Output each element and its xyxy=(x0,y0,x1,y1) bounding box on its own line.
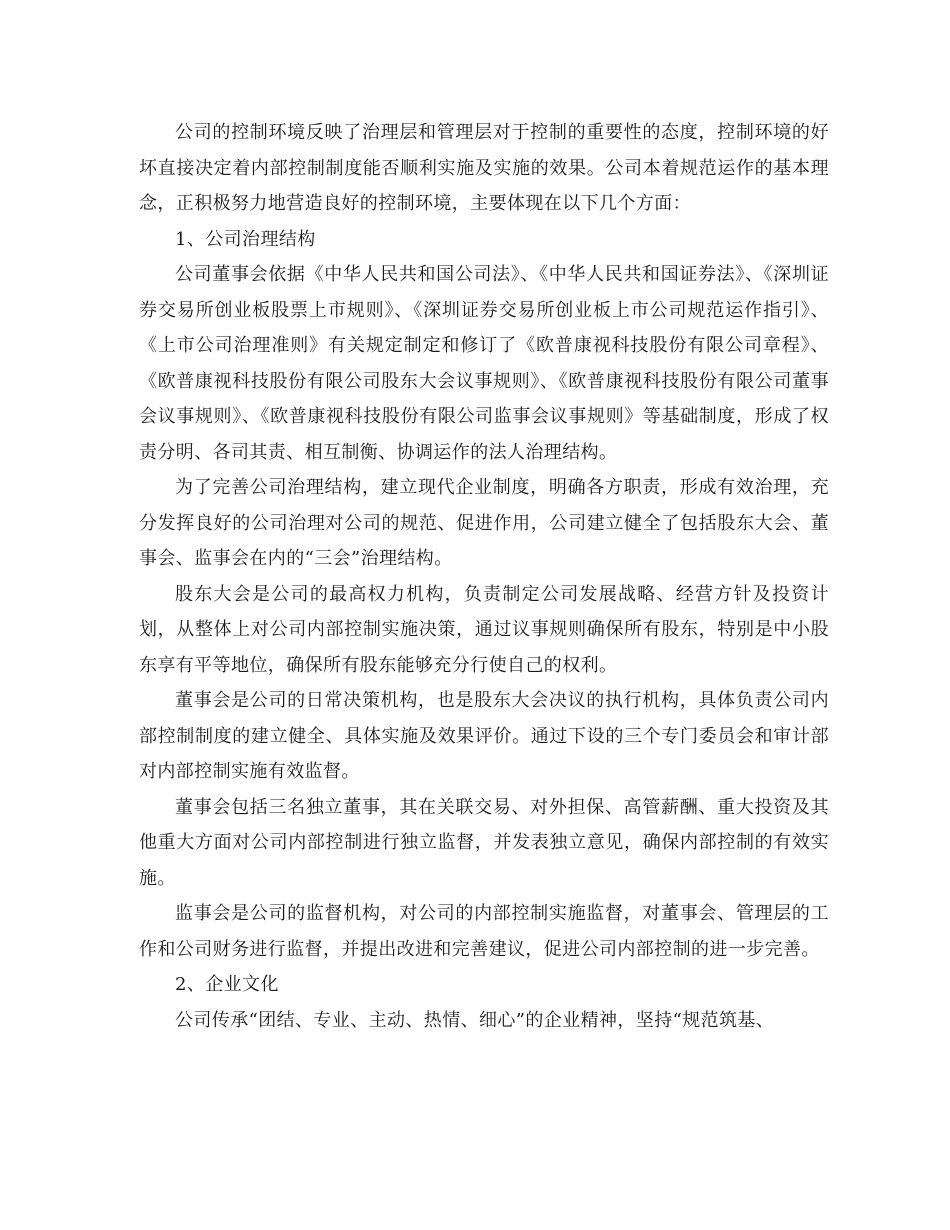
section-heading-governance: 1、公司治理结构 xyxy=(175,228,316,250)
section-heading-culture: 2、企业文化 xyxy=(175,974,279,995)
shareholders-meeting-paragraph: 股东大会是公司的最高权力机构，负责制定公司发展战略、经营方针及投资计划，从整体上对公司内部控制实施决策，通过议事规则确保所有股东，特别是中小股东享有平等地位，确保所有股东能够充分行使自己的权利。 xyxy=(139,583,829,676)
governance-rules-paragraph: 公司董事会依据《中华人民共和国公司法》、《中华人民共和国证券法》、《深圳证券交易所创业板股票上市规则》、《深圳证券交易所创业板上市公司规范运作指引》、《上市公司治理准则》有关规定制定和修订了《欧普康视科技股份有限公司章程》、《欧普康视科技股份有限公司股东大会议事规则》、《欧普康视科技股份有限公司董事会议事规则》、《欧普康视科技股份有限公司监事会议事规则》等基础制度，形成了权责分明、各司其责、相互制衡、协调运作的法人治理结构。 xyxy=(139,264,829,463)
supervisory-board-paragraph: 监事会是公司的监督机构，对公司的内部控制实施监督，对董事会、管理层的工作和公司财务进行监督，并提出改进和完善建议，促进公司内部控制的进一步完善。 xyxy=(139,903,829,960)
intro-paragraph: 公司的控制环境反映了治理层和管理层对于控制的重要性的态度，控制环境的好坏直接决定着内部控制制度能否顺利实施及实施的效果。公司本着规范运作的基本理念，正积极努力地营造良好的控制环境，主要体现在以下几个方面： xyxy=(139,122,829,214)
board-paragraph: 董事会是公司的日常决策机构，也是股东大会决议的执行机构，具体负责公司内部控制制度的建立健全、具体实施及效果评价。通过下设的三个专门委员会和审计部对内部控制实施有效监督。 xyxy=(139,690,829,782)
three-committees-paragraph: 为了完善公司治理结构，建立现代企业制度，明确各方职责，形成有效治理，充分发挥良好的公司治理对公司的规范、促进作用，公司建立健全了包括股东大会、董事会、监事会在内的“三会”治理结构。 xyxy=(139,477,829,569)
culture-paragraph: 公司传承“团结、专业、主动、热情、细心”的企业精神，坚持“规范筑基、 xyxy=(175,1009,775,1031)
independent-directors-paragraph: 董事会包括三名独立董事，其在关联交易、对外担保、高管薪酬、重大投资及其他重大方面对公司内部控制进行独立监督，并发表独立意见，确保内部控制的有效实施。 xyxy=(139,796,829,889)
document-body xyxy=(139,115,829,1038)
